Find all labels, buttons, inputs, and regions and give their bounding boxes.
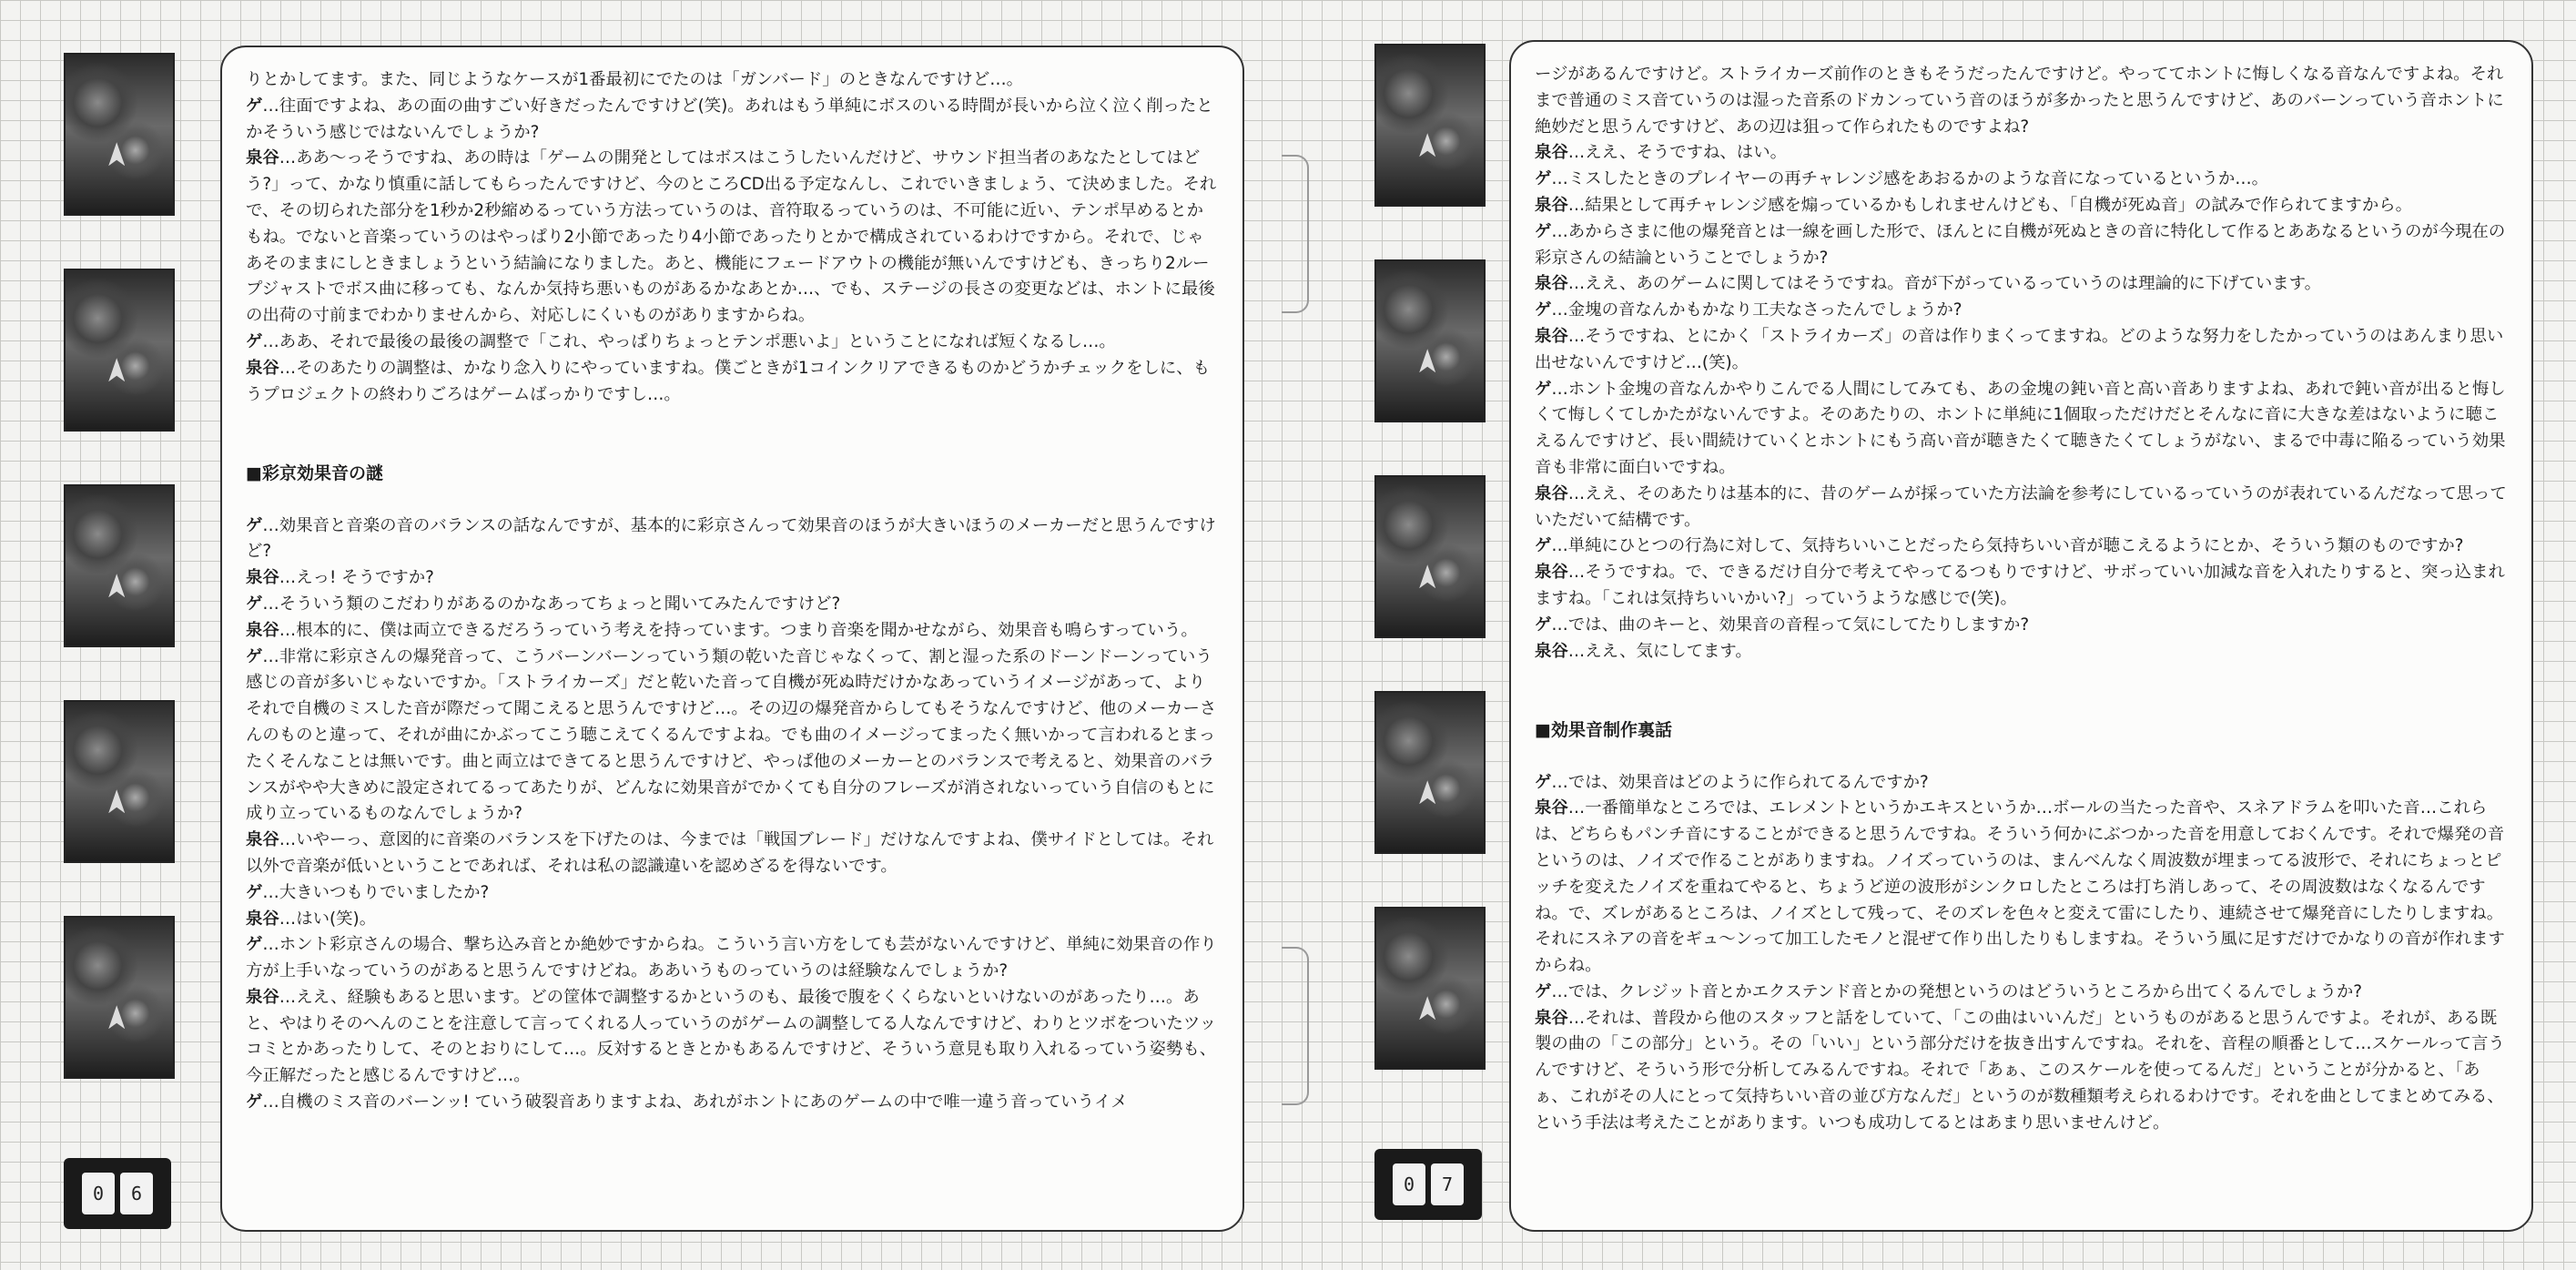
paragraph (246, 618, 1219, 645)
paragraph-text: りとかしてます。また、同じようなケースが1番最初にでたのは「ガンバード」のときなんですけど…。 (246, 70, 1023, 89)
game-screenshot (64, 53, 175, 216)
game-screenshot (64, 700, 175, 863)
page-number (64, 1158, 171, 1229)
binding-clip (1282, 947, 1309, 1105)
paragraph-text: …ミスしたときのプレイヤーの再チャレンジ感をあおるかのような音になっているというか…。 (1551, 169, 2269, 189)
speaker: 泉谷 (246, 620, 279, 640)
paragraph-text: …ええ、あのゲームに関してはそうですね。音が下がっているっていうのは理論的に下げています。 (1567, 274, 2322, 294)
speaker: ゲ (246, 594, 263, 614)
paragraph (1535, 533, 2508, 560)
paragraph-text: …そうですね、とにかく「ストライカーズ」の音は作りまくってますね。どのような努力をしたかっていうのはあんまり思い出せないんですけど…(笑)。 (1535, 326, 2504, 372)
paragraph (1535, 298, 2508, 324)
interview-text-panel (1509, 40, 2533, 1232)
paragraph (1535, 140, 2508, 167)
paragraph-text: …そのあたりの調整は、かなり念入りにやっていますね。僕ごときが1コインクリアできるものかどうかチェックをしに、もうプロジェクトの終わりごろはゲームばっかりですし…。 (246, 358, 1211, 404)
game-screenshot (64, 269, 175, 432)
left-screenshot-column (0, 0, 146, 1270)
paragraph (1535, 770, 2508, 797)
speaker: ゲ (246, 646, 263, 666)
paragraph-text: …いやーっ、意図的に音楽のバランスを下げたのは、今までは「戦国ブレード」だけなんですよね、僕サイドとしては。それ以外で音楽が低いということであれば、それは私の認識違いを認めざるを得ないです。 (246, 830, 1214, 876)
game-screenshot (1374, 691, 1486, 854)
speaker: 泉谷 (246, 148, 279, 168)
page-number (1374, 1149, 1482, 1220)
interview-text-panel (220, 46, 1244, 1232)
speaker: ゲ (1535, 981, 1552, 1001)
paragraph-text: …ホント彩京さんの場合、撃ち込み音とか絶妙ですからね。こういう言い方をしても芸がないんですけど、単純に効果音の作り方が上手いなっていうのがあると思うんですけどね。ああいうものっていうのは経験なんでしょうか? (246, 935, 1217, 981)
paragraph-text: ージがあるんですけど。ストライカーズ前作のときもそうだったんですけど。やっててホントに悔しくなる音なんですよね。それまで普通のミス音ていうのは湿った音系のドカンっていう音のほうが多かったと思うんですけど、あのバーンっていう音ホントに絶妙だと思うんですけど、あの辺は狙って作られたものですよね? (1535, 65, 2504, 137)
paragraph (246, 985, 1219, 1090)
paragraph-text: …一番簡単なところでは、エレメントというかエキスというか…ボールの当たった音や、スネアドラムを叩いた音…これらは、どちらもパンチ音にすることができると思うんですね。そういう何かにぶつかった音を用意しておくんです。それで爆発の音というのは、ノイズで作ることがありますね。ノイズっていうのは、まんべんなく周波数が埋まってる波形で、それにちょっとピッチを変えたノイズを重ねてやると、ちょうど逆の波形がシンクロしたところは打ち消しあって、その周波数はなくなるんですね。で、ズレがあるところは、ノイズとして残って、そのズレを色々と変えて雷にしたり、連続させて爆発音にしたりしますね。それにスネアの音をギュ～ンって加工したモノと混ぜて作り出したりもしますね。そういう風に足すだけでかなりの音が作れますからね。 (1535, 798, 2505, 976)
paragraph (1535, 167, 2508, 193)
paragraph (1535, 377, 2508, 482)
page-number-digit: 6 (120, 1173, 153, 1214)
speaker: ゲ (1535, 615, 1552, 635)
paragraph (1535, 613, 2508, 639)
paragraph-text: …そういう類のこだわりがあるのかなあってちょっと聞いてみたんですけど? (262, 594, 841, 614)
game-screenshot (64, 484, 175, 647)
paragraph-text: …ああ、それで最後の最後の調整で「これ、やっぱりちょっとテンポ悪いよ」ということになれば短くなるし…。 (262, 331, 1116, 351)
game-screenshot (64, 916, 175, 1079)
paragraph (1535, 482, 2508, 534)
right-screenshot-column (1311, 0, 1456, 1270)
speaker: ゲ (1535, 536, 1552, 556)
paragraph-text: …そうですね。で、できるだけ自分で考えてやってるつもりですけど、サボっていい加減な音を入れたりすると、突っ込まれますね。「これは気持ちいいかい?」っていうような感じで(笑)。 (1535, 563, 2505, 608)
speaker: 泉谷 (1535, 1008, 1568, 1028)
paragraph (1535, 219, 2508, 272)
speaker: ゲ (246, 882, 263, 902)
paragraph-text: …あからさまに他の爆発音とは一線を画した形で、ほんとに自機が死ぬときの音に特化して作るとああなるというのが今現在の彩京さんの結論ということでしょうか? (1535, 221, 2506, 268)
speaker: 泉谷 (1535, 195, 1568, 215)
paragraph (246, 880, 1219, 907)
speaker: 泉谷 (246, 568, 279, 588)
paragraph-text: …結果として再チャレンジ感を煽っているかもしれませんけども、「自機が死ぬ音」の試みで作られてますから。 (1567, 195, 2413, 215)
paragraph-text: …では、クレジット音とかエクステンド音とかの発想というのはどういうところから出てくるんでしょうか? (1551, 981, 2362, 1001)
paragraph (1535, 324, 2508, 377)
paragraph-text: …それは、普段から他のスタッフと話をしていて、「この曲はいいんだ」というものがあると思うんですよ。それが、ある既製の曲の「この部分」という。その「いい」という部分だけを抜き出すんですね。それを、音程の順番として…スケールって言うんですけど、そういう形で分析してみるんですね。それで「あぁ、このスケールを使ってるんだ」ということが分かると、「あぁ、これがその人にとって気持ちいい音の並び方なんだ」というのが数種類考えられるわけです。それを曲としてまとめてみる、という手法は考えたことがあります。いつも成功してるとはあまり思いませんけど。 (1535, 1008, 2505, 1133)
paragraph (246, 146, 1219, 330)
speaker: 泉谷 (246, 830, 279, 850)
page-number-digit: 0 (1393, 1163, 1425, 1205)
speaker: 泉谷 (1535, 326, 1568, 346)
paragraph-text: …ああ～っそうですね、あの時は「ゲームの開発としてはボスはこうしたいんだけど、サウンド担当者のあなたとしてはどう?」って、かなり慎重に話してもらったんですけど、今のところCD出る予定なんし、これでいきましょう、て決めました。それで、その切られた部分を1秒か2秒縮めるっていう方法っていうのは、音符取るっていうのは、不可能に近い、テンポ早めるとかもね。でないと音楽っていうのはやっぱり2小節であったり4小節であったりとかで構成されているわけですから。それで、じゃあそのままにしときましょうという結論になりました。あと、機能にフェードアウトの機能が無いんですけども、きっちり2ループジャストでボス曲に移っても、なんか気持ち悪いものがあるかなあとか…、でも、ステージの長さの変更などは、ホントに最後の出荷の寸前までわかりませんから、対応しにくいものがありますからね。 (246, 148, 1217, 326)
speaker: 泉谷 (1535, 798, 1568, 818)
paragraph-text: …根本的に、僕は両立できるだろうっていう考えを持っています。つまり音楽を聞かせながら、効果音も鳴らすっていう。 (279, 620, 1198, 640)
paragraph-text: …ホント金塊の音なんかやりこんでる人間にしてみても、あの金塊の鈍い音と高い音ありますよね、あれで鈍い音が出ると悔しくて悔しくてしかたがないんですよ。そのあたりの、ホントに単純に1個取っただけだとそんなに音に大きな差はないように聴こえるんですけど、長い間続けていくとホントにもう高い音が聴きたくて聴きたくてしょうがない、まるで中毒に陥るっていう効果音も非常に面白いですね。 (1535, 379, 2506, 477)
paragraph-text: …では、曲のキーと、効果音の音程って気にしてたりしますか? (1551, 615, 2030, 635)
paragraph-text: …金塊の音なんかもかなり工夫なさったんでしょうか? (1551, 300, 1962, 320)
binding-clip (1282, 155, 1309, 313)
speaker: 泉谷 (246, 987, 279, 1007)
speaker: 泉谷 (246, 358, 279, 378)
right-page (1311, 0, 2576, 1270)
section-title: ■彩京効果音の謎 (246, 462, 383, 483)
paragraph (1535, 62, 2508, 140)
speaker: 泉谷 (1535, 563, 1568, 583)
paragraph-text: …往面ですよね、あの面の曲すごい好きだったんですけど(笑)。あれはもう単純にボスのいる時間が長いから泣く泣く削ったとかそういう感じではないんでしょうか? (246, 96, 1213, 142)
paragraph (246, 907, 1219, 933)
speaker: ゲ (1535, 300, 1552, 320)
speaker: 泉谷 (1535, 274, 1568, 294)
paragraph-text: …はい(笑)。 (279, 909, 377, 929)
paragraph (1535, 639, 2508, 665)
speaker: 泉谷 (1535, 483, 1568, 503)
speaker: ゲ (1535, 379, 1552, 399)
paragraph (246, 932, 1219, 985)
paragraph (246, 592, 1219, 618)
speaker: ゲ (1535, 221, 1552, 241)
left-page (0, 0, 1274, 1270)
speaker: ゲ (246, 515, 263, 535)
speaker: ゲ (246, 935, 263, 955)
game-screenshot (1374, 44, 1486, 207)
speaker: ゲ (246, 96, 263, 116)
paragraph (1535, 560, 2508, 613)
paragraph (246, 565, 1219, 592)
paragraph-text: …自機のミス音のバーンッ! ていう破裂音ありますよね、あれがホントにあのゲームの中で唯一違う音っていうイメ (262, 1092, 1128, 1113)
paragraph (1535, 1006, 2508, 1137)
paragraph-text: …単純にひとつの行為に対して、気持ちいいことだったら気持ちいい音が聴こえるようにとか、そういう類のものですか? (1551, 536, 2464, 556)
page-number-digit: 0 (82, 1173, 115, 1214)
speaker: ゲ (246, 331, 263, 351)
paragraph-text: …ええ、気にしてます。 (1567, 641, 1752, 661)
paragraph (246, 94, 1219, 147)
paragraph-text: …非常に彩京さんの爆発音って、こうバーンバーンっていう類の乾いた音じゃなくって、割と湿った系のドーンドーンっていう感じの音が多いじゃないですか。「ストライカーズ」だと乾いた音って自機が死ぬ時だけかなあっていうイメージがあって、よりそれで自機のミスした音が際だって聞こえると思うんですけど…。その辺の爆発音からしてもそうなんですけど、他のメーカーさんのものと違って、それが曲にかぶってこう聴こえてくるんですよね。でも曲のイメージってまったく無いかって言われるとまったくそんなことは無いです。曲と両立はできてると思うんですけど、やっぱ他のメーカーとのバランスで考えると、効果音のバランスがやや大きめに設定されてるってあたりが、どんなに効果音がでかくても自分のフレーズが消されないっていう自信のもとに成り立っているものなんでしょうか? (246, 646, 1217, 824)
game-screenshot (1374, 259, 1486, 422)
speaker: 泉谷 (1535, 143, 1568, 163)
paragraph (1535, 980, 2508, 1006)
paragraph (1535, 796, 2508, 980)
paragraph-text: …大きいつもりでいましたか? (262, 882, 490, 902)
paragraph-text: …ええ、経験もあると思います。どの筐体で調整するかというのも、最後で腹をくくらないといけないのがあったり…。あと、やはりそのへんのことを注意して言ってくれる人っていうのがゲームの調整してる人なんですけど、わりとツボをついたツッコミとかあったりして、そのとおりにして…。反対するときとかもあるんですけど、そういう意見も取り入れるっていう姿勢も、今正解だったと感じるんですけど…。 (246, 987, 1217, 1086)
section-title: ■効果音制作裏話 (1535, 719, 1672, 740)
paragraph (1535, 193, 2508, 219)
paragraph (1535, 271, 2508, 298)
speaker: ゲ (1535, 772, 1552, 792)
speaker: 泉谷 (1535, 641, 1568, 661)
game-screenshot (1374, 907, 1486, 1070)
paragraph (246, 828, 1219, 880)
paragraph-text: …えっ! そうですか? (279, 568, 434, 588)
speaker: ゲ (246, 1092, 263, 1113)
paragraph (246, 513, 1219, 566)
game-screenshot (1374, 475, 1486, 638)
paragraph (246, 1090, 1219, 1116)
speaker: 泉谷 (246, 909, 279, 929)
paragraph-text: …ええ、そうですね、はい。 (1567, 143, 1787, 163)
paragraph-text: …ええ、そのあたりは基本的に、昔のゲームが採っていた方法論を参考にしているっていうのが表れているんだなって思っていただいて結構です。 (1535, 483, 2507, 530)
paragraph (246, 356, 1219, 409)
speaker: ゲ (1535, 169, 1552, 189)
page-number-digit: 7 (1431, 1163, 1464, 1205)
paragraph (246, 67, 1219, 94)
paragraph-text: …では、効果音はどのように作られてるんですか? (1551, 772, 1929, 792)
paragraph (246, 645, 1219, 828)
paragraph (246, 330, 1219, 356)
paragraph-text: …効果音と音楽の音のバランスの話なんですが、基本的に彩京さんって効果音のほうが大きいほうのメーカーだと思うんですけど? (246, 515, 1216, 562)
